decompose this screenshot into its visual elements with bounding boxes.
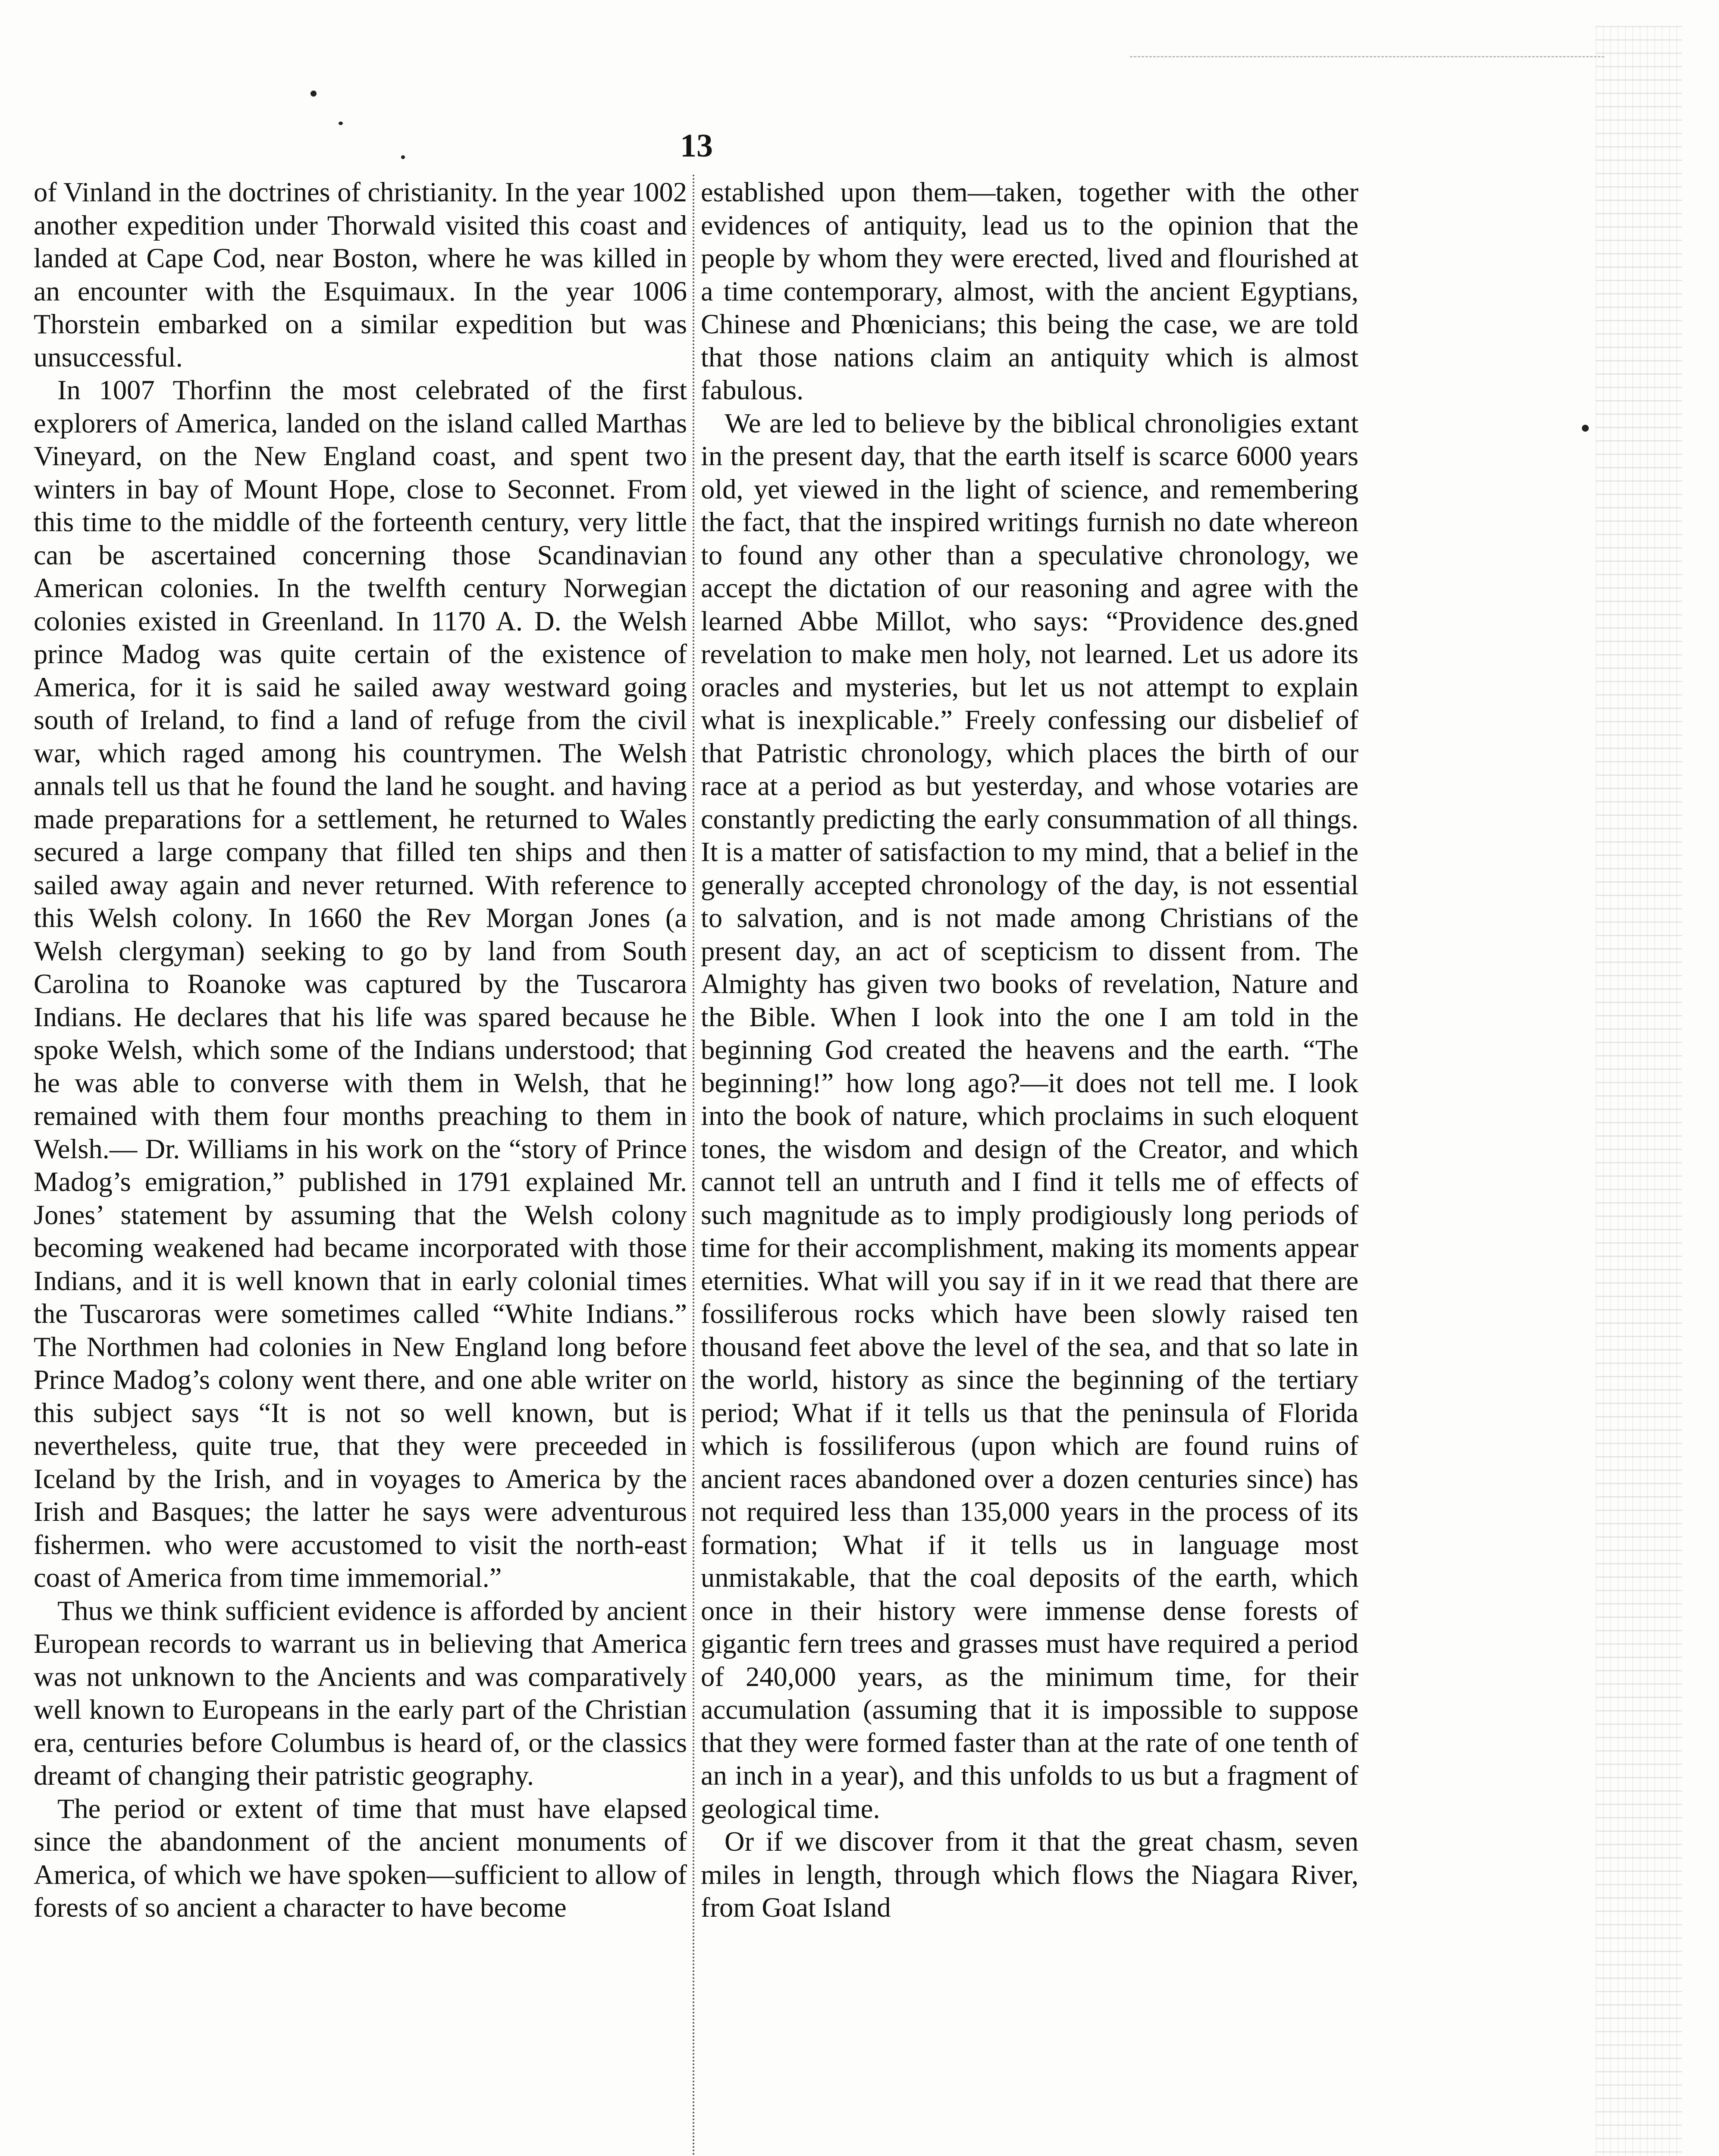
page-edge-noise <box>1596 26 1682 2156</box>
left-column <box>34 176 687 1924</box>
paragraph: Thus we think sufficient evidence is afforded by ancient European records to warrant us in believing that America was not unknown to the Ancients and was comparatively well known to Europeans in the early part of the Christian era, centuries before Columbus is heard of, or the classics dreamt of changing their patristic geography. <box>34 1595 687 1791</box>
ink-speck <box>1582 425 1589 432</box>
paragraph: The period or extent of time that must have elapsed since the abandonment of the ancient monuments of America, of which we have spoken—sufficient to allow of forests of so ancient a character to have become <box>34 1793 687 1923</box>
column-divider <box>693 175 694 2156</box>
top-border-rule <box>1130 56 1604 57</box>
right-column <box>701 176 1358 1924</box>
paragraph: of Vinland in the doctrines of christianity. In the year 1002 another expedition under Thorwald visited this coast and landed at Cape Cod, near Boston, where he was killed in an encounter with the Esquimaux. In the year 1006 Thorstein embarked on a similar expedition but was unsuccessful. <box>34 177 687 373</box>
paragraph: In 1007 Thorfinn the most celebrated of the first explorers of America, landed on the island called Marthas Vineyard, on the New England coast, and spent two winters in bay of Mount Hope, close to Seconnet. From this time to the middle of the forteenth century, very little can be ascertained concerning those Scandinavian American colonies. In the twelfth century Norwegian colonies existed in Greenland. In 1170 A. D. the Welsh prince Madog was quite certain of the existence of America, for it is said he sailed away westward going south of Ireland, to find a land of refuge from the civil war, which raged among his countrymen. The Welsh annals tell us that he found the land he sought. and having made preparations for a settlement, he returned to Wales secured a large company that filled ten ships and then sailed away again and never returned. With reference to this Welsh colony. In 1660 the Rev Morgan Jones (a Welsh clergyman) seeking to go by land from South Carolina to Roanoke was captured by the Tuscarora Indians. He declares that his life was spared because he spoke Welsh, which some of the Indians understood; that he was able to converse with them in Welsh, that he remained with them four months preaching to them in Welsh.— Dr. Williams in his work on the “story of Prince Madog’s emigration,” published in 1791 explained Mr. Jones’ statement by assuming that the Welsh colony becoming weakened had became incorporated with those Indians, and it is well known that in early colonial times the Tuscaroras were sometimes called “White Indians.” The Northmen had colonies in New England long before Prince Madog’s colony went there, and one able writer on this subject says “It is not so well known, but is nevertheless, quite true, that they were preceeded in Iceland by the Irish, and in voyages to America by the Irish and Basques; the latter he says were adventurous fishermen. who were accustomed to visit the north-east coast of America from time immemorial.” <box>34 375 687 1593</box>
paragraph: established upon them—taken, together with the other evidences of antiquity, lead us to the opinion that the people by whom they were erected, lived and flourished at a time contemporary, almost, with the ancient Egyptians, Chinese and Phœnicians; this being the case, we are told that those nations claim an antiquity which is almost fabulous. <box>701 177 1358 405</box>
ink-speck <box>339 122 343 125</box>
ink-speck <box>311 91 317 97</box>
paragraph: We are led to believe by the biblical chronoligies extant in the present day, that the earth itself is scarce 6000 years old, yet viewed in the light of science, and remembering the fact, that the inspired writings furnish no date whereon to found any other than a speculative chronology, we accept the dictation of our reasoning and agree with the learned Abbe Millot, who says: “Providence des.gned revelation to make men holy, not learned. Let us adore its oracles and mysteries, but let us not attempt to explain what is inexplicable.” Freely confessing our disbelief of that Patristic chronology, which places the birth of our race at a period as but yesterday, and whose votaries are constantly predicting the early consummation of all things. It is a matter of satisfaction to my mind, that a belief in the generally accepted chronology of the day, is not essential to salvation, and is not made among Christians of the present day, an act of scepticism to dissent from. The Almighty has given two books of revelation, Nature and the Bible. When I look into the one I am told in the beginning God created the heavens and the earth. “The beginning!” how long ago?—it does not tell me. I look into the book of nature, which proclaims in such eloquent tones, the wisdom and design of the Creator, and which cannot tell an untruth and I find it tells me of effects of such magnitude as to imply prodigiously long periods of time for their accomplishment, making its moments appear eternities. What will you say if in it we read that there are fossiliferous rocks which have been slowly raised ten thousand feet above the level of the sea, and that so late in the world, history as since the beginning of the tertiary period; What if it tells us that the peninsula of Florida which is fossiliferous (upon which are found ruins of ancient races abandoned over a dozen centuries since) has not required less than 135,000 years in the process of its formation; What if it tells us in language most unmistakable, that the coal deposits of the earth, which once in their history were immense dense forests of gigantic fern trees and grasses must have required a period of 240,000 years, as the minimum time, for their accumulation (assuming that it is impossible to suppose that they were formed faster than at the rate of one tenth of an inch in a year), and this unfolds to us but a fragment of geological time. <box>701 407 1358 1824</box>
ink-speck <box>401 155 405 159</box>
page-number: 13 <box>680 128 713 164</box>
paragraph: Or if we discover from it that the great chasm, seven miles in length, through which flows the Niagara River, from Goat Island <box>701 1826 1358 1923</box>
